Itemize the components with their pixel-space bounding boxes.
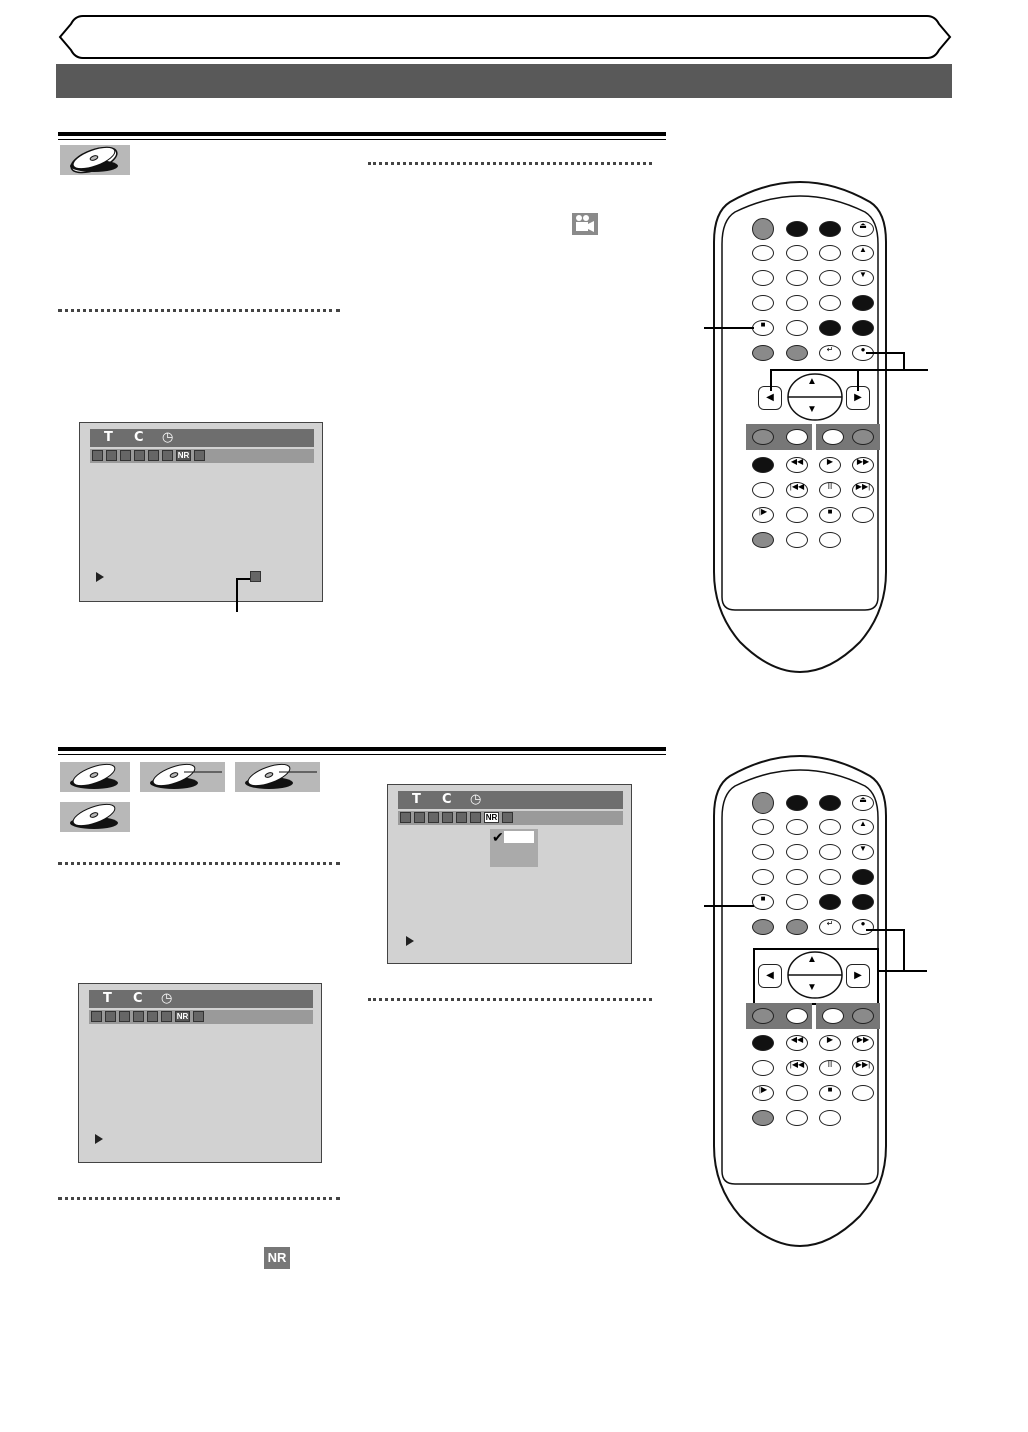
clock-icon: ◷ bbox=[470, 792, 482, 807]
osd-screen-top bbox=[79, 422, 323, 602]
check-icon: ✔ bbox=[492, 829, 504, 845]
camera-angle-icon bbox=[572, 213, 598, 235]
stop-button-2[interactable]: ■ bbox=[819, 507, 841, 523]
osd-chapter-label: C bbox=[442, 792, 452, 807]
disc-badge-dvd bbox=[60, 762, 130, 792]
channel-down-button[interactable]: ▼ bbox=[852, 844, 874, 860]
pause-button[interactable]: II bbox=[819, 1060, 841, 1076]
cursor-down-button[interactable]: ▼ bbox=[807, 404, 817, 415]
remote-button[interactable] bbox=[752, 482, 774, 498]
remote-button[interactable] bbox=[819, 894, 841, 910]
disc-badge-dvd-2 bbox=[60, 802, 130, 832]
step-button[interactable]: |▶ bbox=[752, 1085, 774, 1101]
osd-nr-icon: NR bbox=[176, 1012, 189, 1021]
skip-back-button[interactable]: |◀◀ bbox=[786, 1060, 808, 1076]
num-button-4[interactable] bbox=[752, 844, 774, 860]
num-button-9[interactable] bbox=[819, 295, 841, 311]
remote-button[interactable] bbox=[786, 795, 808, 811]
osd-icon-row bbox=[90, 449, 314, 463]
stop-button[interactable]: ■ bbox=[752, 894, 774, 910]
num-button-3[interactable] bbox=[819, 819, 841, 835]
num-button-5[interactable] bbox=[786, 270, 808, 286]
remote-button[interactable] bbox=[819, 320, 841, 336]
num-button-4[interactable] bbox=[752, 270, 774, 286]
remote-control-top bbox=[700, 172, 900, 682]
camera-angle-icon bbox=[250, 571, 261, 582]
record-button[interactable] bbox=[752, 457, 774, 473]
return-button[interactable]: ↵ bbox=[819, 345, 841, 361]
skip-back-button[interactable]: |◀◀ bbox=[786, 482, 808, 498]
num-button-8[interactable] bbox=[786, 295, 808, 311]
channel-down-button[interactable]: ▼ bbox=[852, 270, 874, 286]
osd-nr-icon: NR bbox=[177, 451, 190, 460]
remote-button[interactable] bbox=[852, 295, 874, 311]
remote-button[interactable] bbox=[819, 795, 841, 811]
osd-screen-bottom-left bbox=[78, 983, 322, 1163]
remote-button[interactable] bbox=[822, 1008, 844, 1024]
channel-up-button[interactable]: ▲ bbox=[852, 819, 874, 835]
cursor-left-button[interactable]: ◀ bbox=[758, 964, 782, 988]
open-close-button[interactable]: ⏏ bbox=[852, 221, 874, 237]
play-button[interactable]: ▶ bbox=[819, 457, 841, 473]
chapter-header-frame bbox=[55, 14, 955, 60]
play-indicator-icon bbox=[96, 572, 104, 582]
remote-button[interactable] bbox=[819, 1110, 841, 1126]
osd-title-label: T bbox=[412, 792, 421, 807]
remote-button[interactable] bbox=[786, 345, 808, 361]
num-button-3[interactable] bbox=[819, 245, 841, 261]
cursor-down-button[interactable]: ▼ bbox=[807, 982, 817, 993]
section-banner bbox=[56, 64, 952, 98]
osd-icon-row bbox=[89, 1010, 313, 1024]
disc-badge-cd bbox=[235, 762, 320, 792]
remote-button[interactable] bbox=[819, 221, 841, 237]
osd-title-label: T bbox=[103, 991, 112, 1006]
num-button-2[interactable] bbox=[786, 245, 808, 261]
remote-button[interactable] bbox=[786, 221, 808, 237]
remote-button[interactable] bbox=[822, 429, 844, 445]
play-button[interactable]: ▶ bbox=[819, 1035, 841, 1051]
num-button-7[interactable] bbox=[752, 295, 774, 311]
skip-forward-button[interactable]: ▶▶| bbox=[852, 482, 874, 498]
num-button-9[interactable] bbox=[819, 869, 841, 885]
remote-button[interactable] bbox=[752, 919, 774, 935]
rewind-button[interactable]: ◀◀ bbox=[786, 1035, 808, 1051]
remote-button[interactable] bbox=[786, 1085, 808, 1101]
remote-button[interactable] bbox=[786, 1110, 808, 1126]
cursor-right-button[interactable]: ▶ bbox=[846, 964, 870, 988]
remote-button[interactable] bbox=[852, 1008, 874, 1024]
display-button[interactable]: ● bbox=[852, 919, 874, 935]
num-button-7[interactable] bbox=[752, 869, 774, 885]
num-button-6[interactable] bbox=[819, 844, 841, 860]
osd-title-label: T bbox=[104, 430, 113, 445]
play-indicator-icon bbox=[406, 936, 414, 946]
play-indicator-icon bbox=[95, 1134, 103, 1144]
num-button-0[interactable] bbox=[786, 320, 808, 336]
num-button-0[interactable] bbox=[786, 894, 808, 910]
step-button[interactable]: |▶ bbox=[752, 507, 774, 523]
disc-badge-vcd bbox=[140, 762, 225, 792]
disc-icon bbox=[235, 762, 320, 792]
num-button-1[interactable] bbox=[752, 819, 774, 835]
remote-button[interactable] bbox=[752, 345, 774, 361]
clock-icon: ◷ bbox=[162, 430, 174, 445]
section-rule-bottom bbox=[58, 747, 666, 751]
remote-button[interactable] bbox=[752, 1110, 774, 1126]
disc-icon bbox=[60, 145, 130, 175]
disc-icon bbox=[60, 802, 130, 832]
skip-forward-button[interactable]: ▶▶| bbox=[852, 1060, 874, 1076]
channel-up-button[interactable]: ▲ bbox=[852, 245, 874, 261]
remote-button[interactable] bbox=[752, 532, 774, 548]
power-button[interactable] bbox=[752, 218, 774, 240]
disc-icon bbox=[140, 762, 225, 792]
disc-badge-dvd bbox=[60, 145, 130, 175]
fast-forward-button[interactable]: ▶▶ bbox=[852, 1035, 874, 1051]
remote-button[interactable] bbox=[852, 507, 874, 523]
display-button[interactable]: ● bbox=[852, 345, 874, 361]
remote-control-bottom bbox=[700, 746, 900, 1256]
cursor-right-button[interactable]: ▶ bbox=[846, 386, 870, 410]
remote-button[interactable] bbox=[852, 869, 874, 885]
stop-button-2[interactable]: ■ bbox=[819, 1085, 841, 1101]
remote-button[interactable] bbox=[786, 532, 808, 548]
remote-button[interactable] bbox=[852, 894, 874, 910]
osd-nr-icon-selected: NR bbox=[485, 813, 498, 822]
power-button[interactable] bbox=[752, 792, 774, 814]
osd-screen-bottom-right bbox=[387, 784, 632, 964]
osd-chapter-label: C bbox=[133, 991, 143, 1006]
record-button[interactable] bbox=[752, 1035, 774, 1051]
remote-button[interactable] bbox=[786, 1008, 808, 1024]
section-rule-top bbox=[58, 132, 666, 136]
open-close-button[interactable]: ⏏ bbox=[852, 795, 874, 811]
return-button[interactable]: ↵ bbox=[819, 919, 841, 935]
remote-button[interactable] bbox=[786, 507, 808, 523]
num-button-2[interactable] bbox=[786, 819, 808, 835]
osd-chapter-label: C bbox=[134, 430, 144, 445]
fast-forward-button[interactable]: ▶▶ bbox=[852, 457, 874, 473]
remote-button[interactable] bbox=[786, 429, 808, 445]
pause-button[interactable]: II bbox=[819, 482, 841, 498]
osd-icon-row bbox=[398, 811, 623, 825]
remote-button[interactable] bbox=[752, 1008, 774, 1024]
remote-button[interactable] bbox=[752, 1060, 774, 1076]
num-button-5[interactable] bbox=[786, 844, 808, 860]
nr-option-selected[interactable] bbox=[504, 831, 534, 843]
stop-button[interactable]: ■ bbox=[752, 320, 774, 336]
clock-icon: ◷ bbox=[161, 991, 173, 1006]
remote-button[interactable] bbox=[852, 1085, 874, 1101]
remote-button[interactable] bbox=[786, 919, 808, 935]
num-button-6[interactable] bbox=[819, 270, 841, 286]
remote-button[interactable] bbox=[852, 320, 874, 336]
cursor-up-button[interactable]: ▲ bbox=[807, 376, 817, 387]
noise-reduction-icon: NR bbox=[264, 1247, 290, 1269]
num-button-8[interactable] bbox=[786, 869, 808, 885]
num-button-1[interactable] bbox=[752, 245, 774, 261]
rewind-button[interactable]: ◀◀ bbox=[786, 457, 808, 473]
disc-icon bbox=[60, 762, 130, 792]
cursor-left-button[interactable]: ◀ bbox=[758, 386, 782, 410]
cursor-up-button[interactable]: ▲ bbox=[807, 954, 817, 965]
remote-button[interactable] bbox=[852, 429, 874, 445]
remote-button[interactable] bbox=[819, 532, 841, 548]
remote-button[interactable] bbox=[752, 429, 774, 445]
